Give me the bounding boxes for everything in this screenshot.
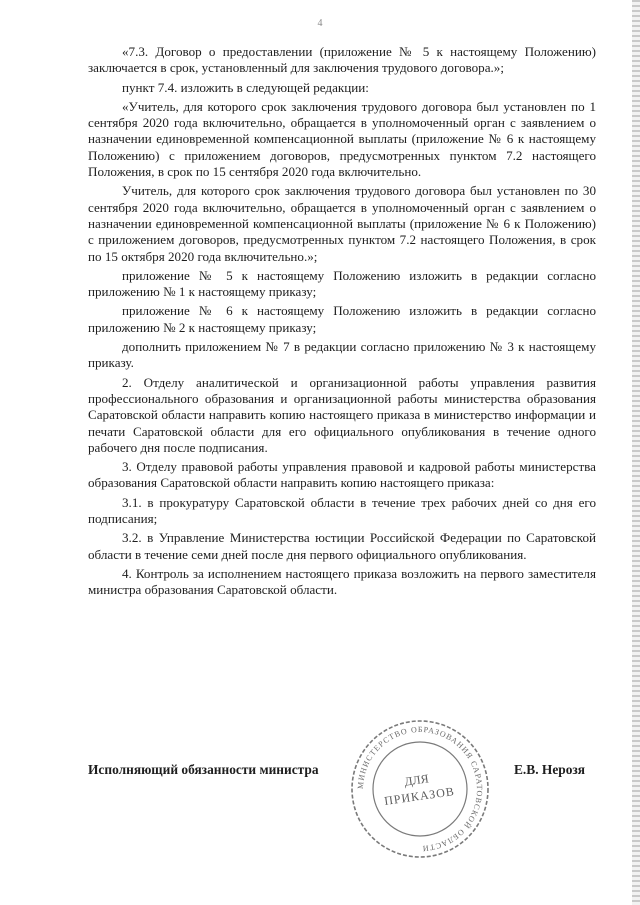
paragraph: дополнить приложением № 7 в редакции согласно приложению № 3 к настоящему приказу. [88, 339, 596, 371]
paragraph: 4. Контроль за исполнением настоящего приказа возложить на первого заместителя министра образования Саратовской области. [88, 565, 596, 598]
stamp-text-line2: ПРИКАЗОВ [383, 784, 456, 808]
paragraph: «Учитель, для которого срок заключения трудового договора был установлен по 1 сентября 2020 года включительно, обращается в уполномоченный орган с заявлением о назначении единовременной компенсационной выплаты (приложение № 6 к настоящему Положению) с приложением договоров, предусмотренных пунктом 7.2 настоящего Положения, в срок по 15 сентября 2020 года включительно. [88, 98, 596, 180]
stamp-text-line1: ДЛЯ [403, 771, 430, 789]
official-seal-stamp [345, 714, 495, 864]
paragraph: приложение № 5 к настоящему Положению изложить в редакции согласно приложению № 1 к настоящему приказу; [88, 267, 596, 300]
document-body [88, 44, 596, 602]
paragraph: 3.2. в Управление Министерства юстиции Российской Федерации по Саратовской области в течение семи дней после дня первого официального опубликования. [88, 530, 596, 562]
paragraph: 2. Отделу аналитической и организационной работы управления развития профессионального образования и организационной работы министерства образования Саратовской области направить копию настоящего приказа в министерство информации и печати Саратовской области для его официального опубликования в течение одного рабочего дня после подписания. [88, 374, 596, 455]
signatory-title: Исполняющий обязанности министра [88, 762, 319, 777]
paragraph: 3.1. в прокуратуру Саратовской области в течение трех рабочих дней со дня его подписания; [88, 494, 596, 527]
paragraph: «7.3. Договор о предоставлении (приложение № 5 к настоящему Положению) заключается в срок, установленный для заключения трудового договора.»; [88, 44, 596, 76]
paragraph: Учитель, для которого срок заключения трудового договора был установлен по 30 сентября 2020 года включительно, обращается в уполномоченный орган с заявлением о назначении единовременной компенсационной выплаты (приложение № 6 к Положению) с приложением договоров, предусмотренных пунктом 7.2 настоящего Положения, в срок по 15 октября 2020 года включительно.»; [88, 183, 596, 264]
page-number: 4 [317, 18, 323, 29]
paragraph: пункт 7.4. изложить в следующей редакции: [122, 79, 369, 95]
paragraph: приложение № 6 к настоящему Положению изложить в редакции согласно приложению № 2 к настоящему приказу; [88, 303, 596, 335]
signatory-name: Е.В. Нерозя [514, 762, 586, 777]
paragraph: 3. Отделу правовой работы управления правовой и кадровой работы министерства образования Саратовской области направить копию настоящего приказа: [88, 459, 596, 491]
scan-edge-strip [632, 0, 640, 905]
stamp-ring-text: МИНИСТЕРСТВО ОБРАЗОВАНИЯ САРАТОВСКОЙ ОБЛАСТИ [355, 724, 485, 854]
